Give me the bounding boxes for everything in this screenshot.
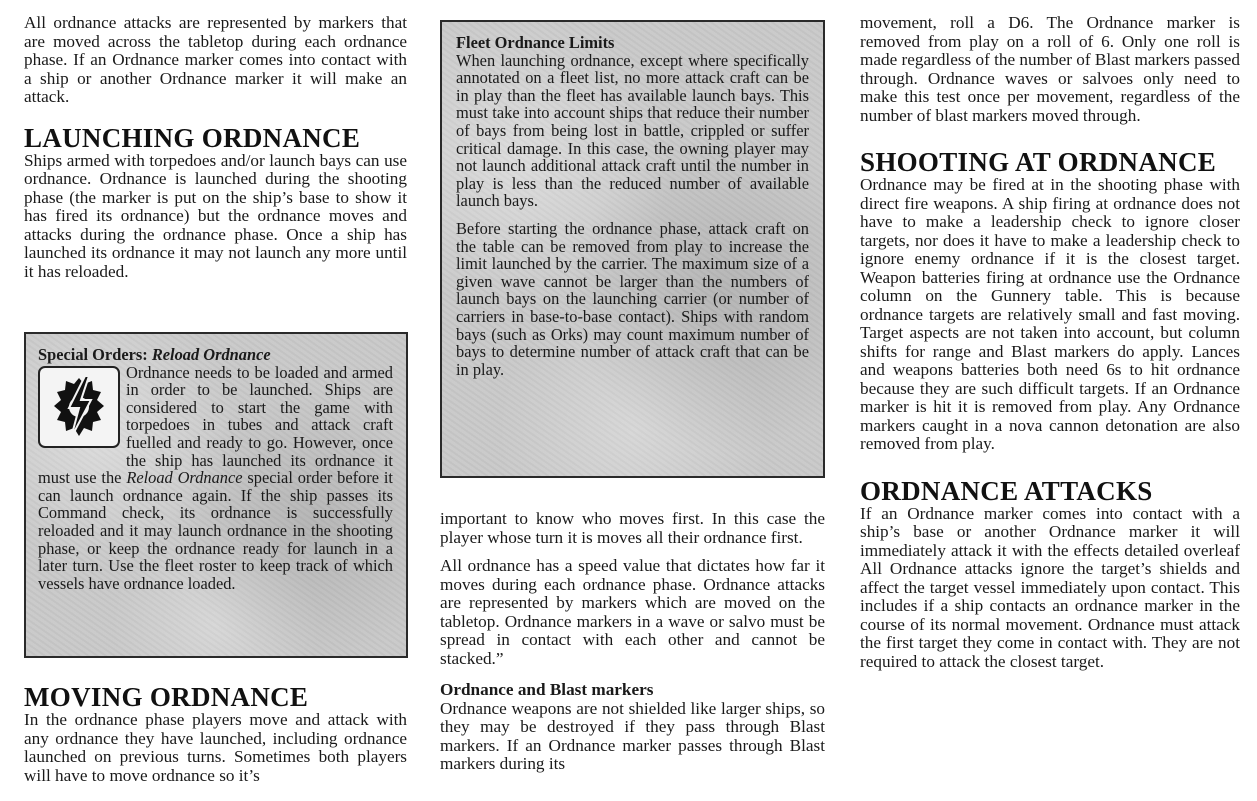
fleet-ordnance-limits-box [440,20,825,478]
speed-paragraph: All ordnance has a speed value that dictates how far it moves during each ordnance phase. Ordnance attacks are represented by markers which are moved on the tabletop. Ordnance markers in a wave or salvo must be spread in contact with each other and cannot be stacked.” [440,556,825,668]
ordnance-attacks-heading: ORDNANCE ATTACKS [860,475,1153,506]
continued-paragraph-right: movement, roll a D6. The Ordnance marker is removed from play on a roll of 6. Only one roll is made regardless of the number of Blast markers passed through. Ordnance waves or salvoes only need to make this test once per movement, regardless of the number of blast markers moved through. [860,13,1240,125]
special-orders-title [38,346,393,364]
column-left [24,14,407,281]
moving-ordnance-section [24,684,407,785]
column-right [860,14,1240,671]
special-orders-title-prefix: Special Orders: [38,345,152,364]
fleet-ordnance-limits-title: Fleet Ordnance Limits [456,33,615,52]
fleet-limits-paragraph-1: When launching ordnance, except where specifically annotated on a fleet list, no more attack craft can be in play than the fleet has available launch bays. This must take into account ships that reduce their number of bays from being lost in battle, crippled or suffer critical damage. In this case, the owning player may not launch additional attack craft until the number in play is less than the reduced number of available launch bays. [456,50,809,211]
reload-ordnance-icon-container [38,366,118,450]
intro-paragraph: All ordnance attacks are represented by markers that are moved across the tabletop during each ordnance phase. If an Ordnance marker comes into contact with a ship or another Ordnance marker it will make an attack. [24,13,407,106]
launching-ordnance-heading: LAUNCHING ORDNANCE [24,122,361,153]
special-orders-box [24,332,408,658]
fleet-limits-paragraph-2: Before starting the ordnance phase, attack craft on the table can be removed from play to increase the limit launched by the carrier. The maximum size of a given wave cannot be larger than the numbers of launch bays on the launching carrier (or number of carriers in base-to-base contact). Ships with random bays (such as Orks) may count maximum number of bays to determine number of attack craft that can be in play. [456,218,809,379]
moving-ordnance-heading: MOVING ORDNANCE [24,682,309,712]
continued-paragraph: important to know who moves first. In this case the player whose turn it is moves all their ordnance first. [440,509,825,547]
ordnance-attacks-text: If an Ordnance marker comes into contact with a ship’s base or another Ordnance marker it will immediately attack it with the effects detailed overleaf All Ordnance attacks ignore the target’s shields and affect the target vessel immediately upon contact. This includes if a ship contacts an ordnance marker in the course of its normal movement. Ordnance must attack the first target they come in contact with. They are not required to attack the closest target. [860,503,1240,671]
special-orders-text: Ordnance needs to be loaded and armed in order to be launched. Ships are considered to start the game with torpedoes in tubes and attack craft fuelled and ready to go. However, once the ship has launched its ordnance it must use the Reload Ordnance special order before it can launch ordnance again. If the ship passes its Command check, its ordnance is successfully reloaded and it may launch ordnance in the shooting phase, or keep the ordnance ready for launch in a later turn. Use the fleet roster to keep track of which vessels have ordnance loaded. [38,362,393,593]
shooting-at-ordnance-heading: SHOOTING AT ORDNANCE [860,147,1217,177]
column-middle-lower [440,510,825,774]
blast-markers-heading: Ordnance and Blast markers [440,680,654,699]
blast-markers-text: Ordnance weapons are not shielded like larger ships, so they may be destroyed if they pass through Blast markers. If an Ordnance marker passes through Blast markers during its [440,698,825,773]
reload-ordnance-icon [38,366,120,448]
moving-ordnance-text: In the ordnance phase players move and attack with any ordnance they have launched, including ordnance launched on previous turns. Sometimes both players will have to move ordnance so it’s [24,710,407,785]
launching-ordnance-text: Ships armed with torpedoes and/or launch bays can use ordnance. Ordnance is launched during the shooting phase (the marker is put on the ship’s base to show it has fired its ordnance) but the ordnance moves and attacks during the ordnance phase. Once a ship has launched its ordnance it may not launch any more until it has reloaded. [24,150,407,281]
shooting-at-ordnance-text: Ordnance may be fired at in the shooting phase with direct fire weapons. A ship firing at ordnance does not have to make a leadership check to ignore closer targets, nor does it have to make a leadership check to ignore enemy ordnance if it is the closest target. Weapon batteries firing at ordnance use the Ordnance column on the Gunnery table. This is because ordnance targets are relatively small and fast moving. Target aspects are not taken into account, but column shifts for range and Blast markers do apply. Lances and weapons batteries both need 6s to hit ordnance because they are such difficult targets. If an Ordnance marker is hit it is removed from play. Any Ordnance markers caught in a nova cannon detonation are also removed from play. [860,175,1240,453]
special-orders-title-italic: Reload Ordnance [151,345,271,364]
